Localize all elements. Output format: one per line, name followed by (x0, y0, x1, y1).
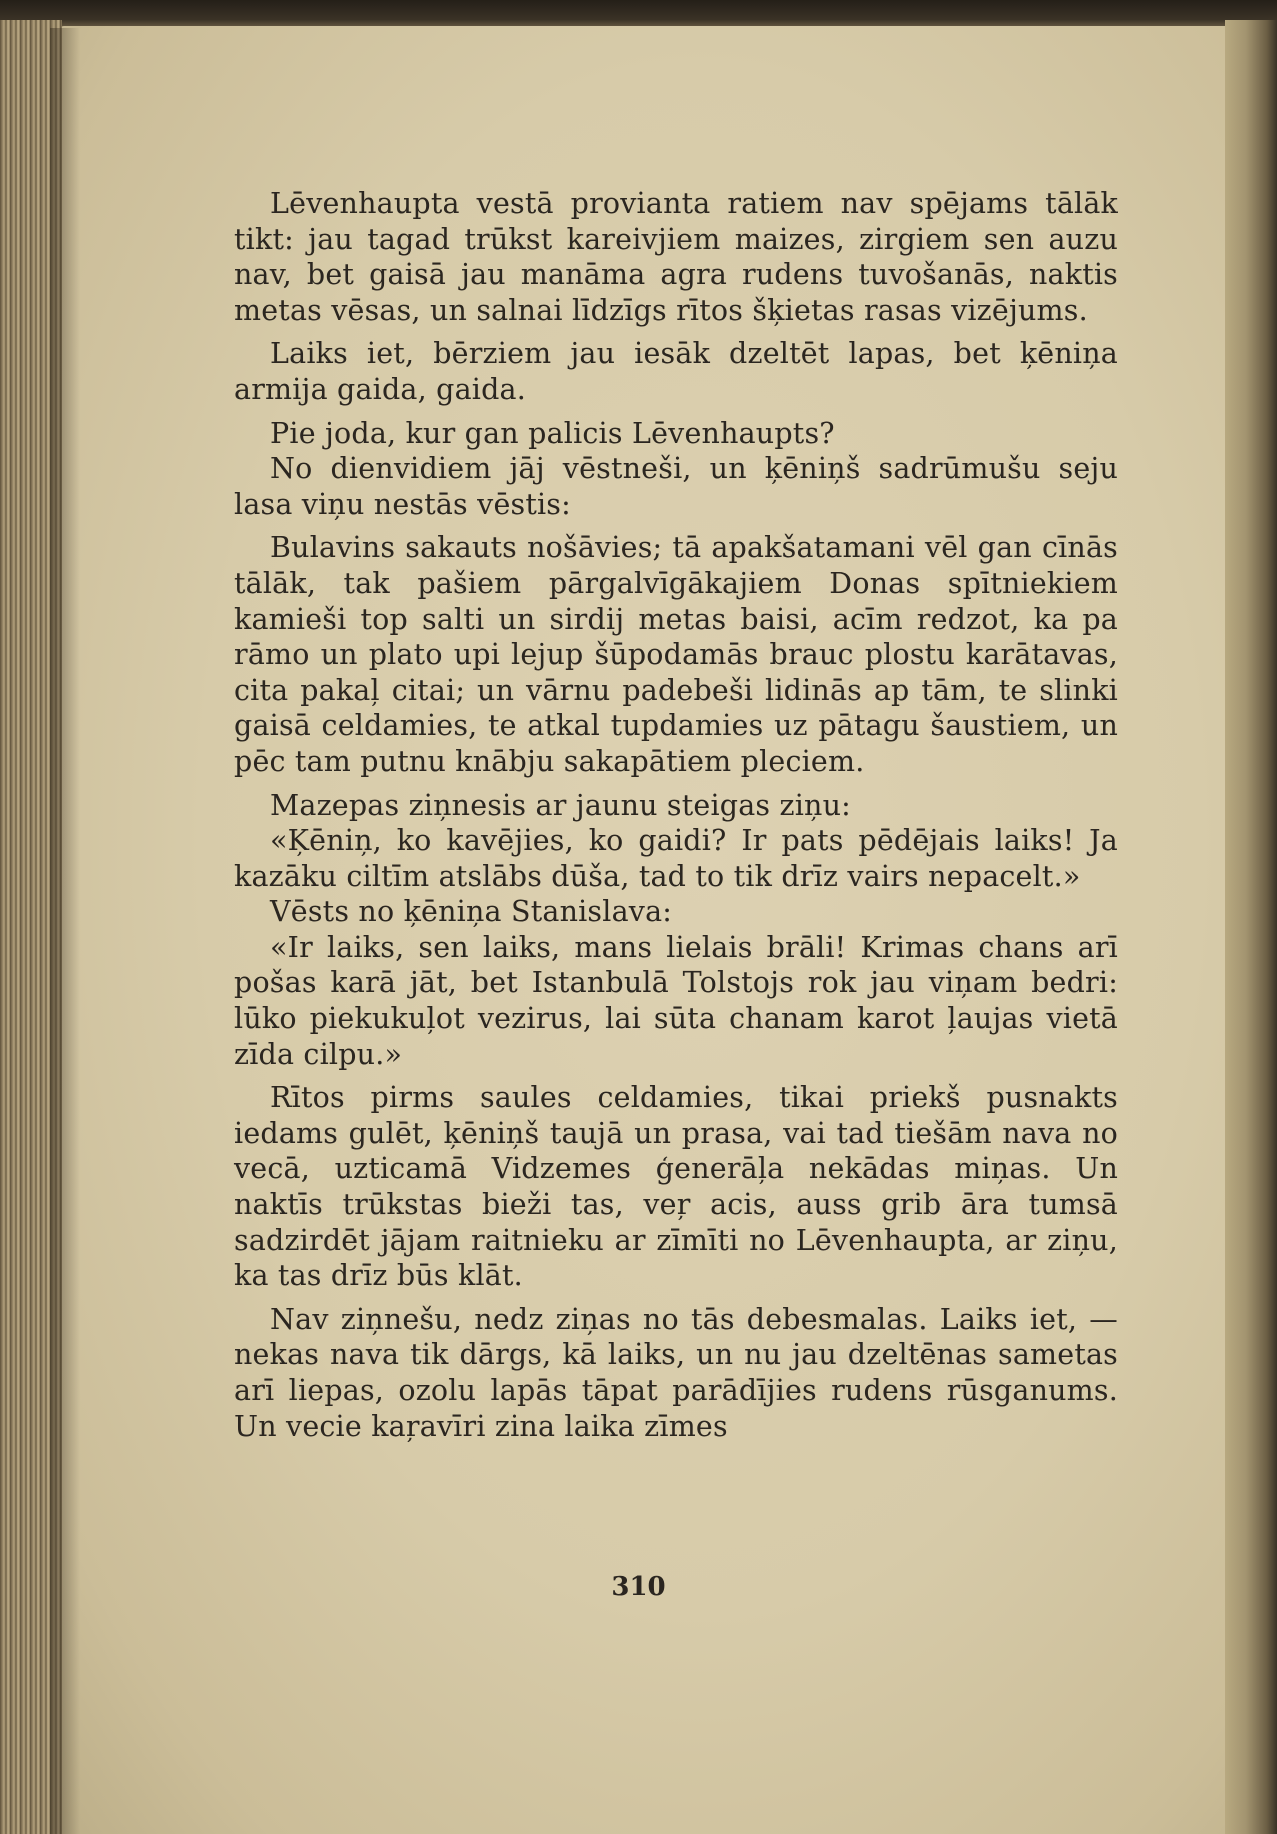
page-number: 310 (611, 1572, 666, 1602)
paragraph: «Ir laiks, sen laiks, mans lielais brāli! Krimas chans arī pošas karā jāt, bet Istanbulā Tolstojs rok jau viņam bedri: lūko piekukuļot vezirus, lai sūta chanam karot ļaujas vietā zīda cilpu.» (234, 930, 1118, 1071)
paragraph: Mazepas ziņnesis ar jaunu steigas ziņu: (270, 788, 851, 822)
paragraph: «Ķēniņ, ko kavējies, ko gaidi? Ir pats pēdējais laiks! Ja kazāku ciltīm atslābs dūša, tad to tik drīz vairs nepacelt.» (234, 824, 1118, 893)
paragraph: No dienvidiem jāj vēstneši, un ķēniņš sadrūmušu seju lasa viņu nestās vēstis: (234, 452, 1118, 521)
paragraph: Laiks iet, bērziem jau iesāk dzeltēt lapas, bet ķēniņa armija gaida, gaida. (234, 337, 1118, 406)
body-text (234, 186, 1118, 1452)
spine-shadow (50, 28, 80, 1834)
paragraph: Lēvenhaupta vestā provianta ratiem nav spējams tālāk tikt: jau tagad trūkst kareivjiem maizes, zirgiem sen auzu nav, bet gaisā jau manāma agra rudens tuvošanās, naktis metas vēsas, un salnai līdzīgs rītos šķietas rasas vizējums. (234, 187, 1118, 327)
right-page-edge (1225, 20, 1277, 1834)
paragraph: Vēsts no ķēniņa Stanislava: (270, 895, 673, 929)
book-top-edge (0, 0, 1277, 28)
paragraph: Rītos pirms saules celdamies, tikai priekš pusnakts iedams gulēt, ķēniņš taujā un prasa, vai tad tiešām nava no vecā, uzticamā Vidzemes ģenerāļa nekādas miņas. Un naktīs trūkstas bieži tas, veŗ acis, auss grib āra tumsā sadzirdēt jājam raitnieku ar zīmīti no Lēvenhaupta, ar ziņu, ka tas drīz būs klāt. (234, 1081, 1118, 1293)
paragraph: Bulavins sakauts nošāvies; tā apakšatamani vēl gan cīnās tālāk, tak pašiem pārgalvīgākajiem Donas spītniekiem kamieši top salti un sirdij metas baisi, acīm redzot, ka pa rāmo un plato upi lejup šūpodamās brauc plostu karātavas, cita pakaļ citai; un vārnu padebeši lidinās ap tām, te slinki gaisā celdamies, te atkal tupdamies uz pātagu šaustiem, un pēc tam putnu knābju sakapātiem pleciem. (234, 531, 1118, 778)
paragraph: Pie joda, kur gan palicis Lēvenhaupts? (270, 416, 835, 450)
paragraph: Nav ziņnešu, nedz ziņas no tās debesmalas. Laiks iet, — nekas nava tik dārgs, kā laiks, un nu jau dzeltēnas sametas arī liepas, ozolu lapās tāpat parādījies rudens rūsganums. Un vecie kaŗavīri zina laika zīmes (234, 1302, 1118, 1443)
